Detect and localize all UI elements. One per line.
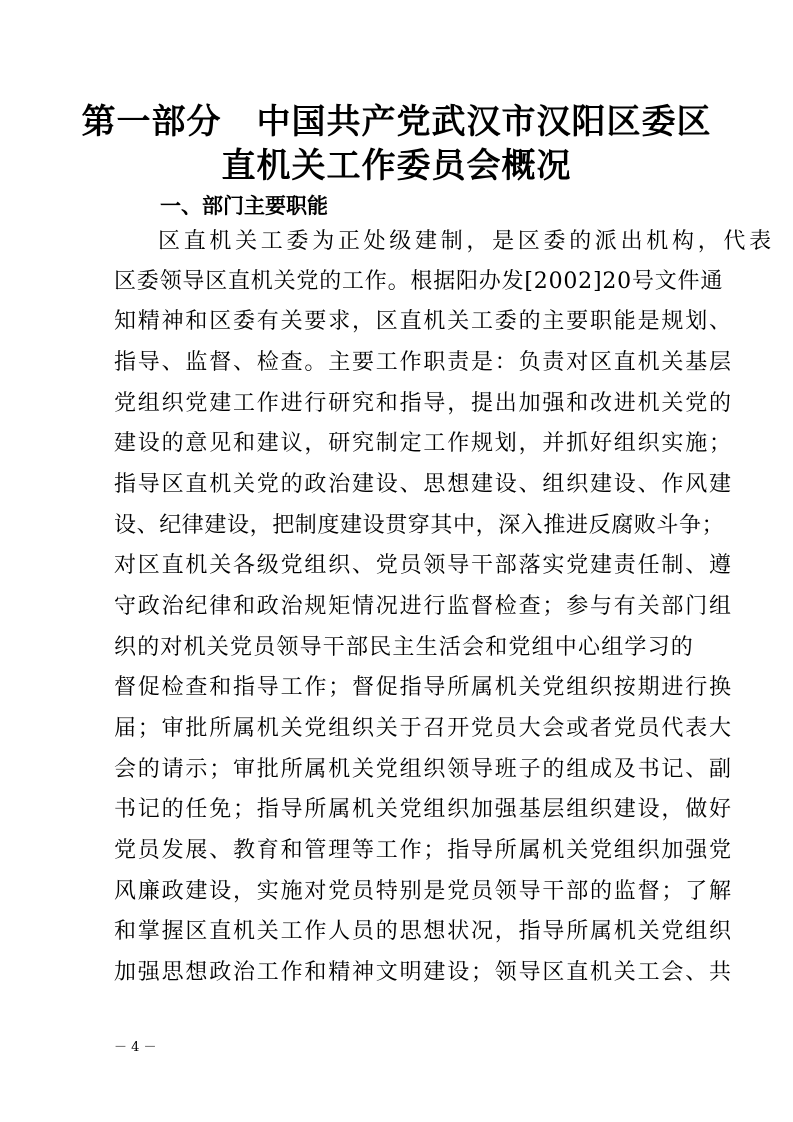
page-number: － 4 －	[114, 1040, 157, 1055]
body-line-6: 建设的意见和建议，研究制定工作规划，并抓好组织实施；	[114, 431, 733, 456]
body-line-9: 对区直机关各级党组织、党员领导干部落实党建责任制、遵	[114, 553, 733, 578]
body-line-3: 知精神和区委有关要求，区直机关工委的主要职能是规划、	[114, 309, 733, 334]
body-line-14: 会的请示；审批所属机关党组织领导班子的组成及书记、副	[114, 757, 733, 782]
body-line-13: 届；审批所属机关党组织关于召开党员大会或者党员代表大	[114, 716, 733, 741]
body-line-8: 设、纪律建设，把制度建设贯穿其中，深入推进反腐败斗争；	[114, 513, 725, 538]
body-line-11: 织的对机关党员领导干部民主生活会和党组中心组学习的	[114, 635, 695, 660]
body-line-12: 督促检查和指导工作；督促指导所属机关党组织按期进行换	[114, 675, 733, 700]
body-line-15: 书记的任免；指导所属机关党组织加强基层组织建设，做好	[114, 797, 733, 822]
body-line-10: 守政治纪律和政治规矩情况进行监督检查；参与有关部门组	[114, 594, 733, 619]
body-line-7: 指导区直机关党的政治建设、思想建设、组织建设、作风建	[114, 472, 733, 497]
body-line-18: 和掌握区直机关工作人员的思想状况，指导所属机关党组织	[114, 919, 733, 944]
document-title-line-1: 第一部分 中国共产党武汉市汉阳区委区	[81, 102, 712, 142]
body-line-5: 党组织党建工作进行研究和指导，提出加强和改进机关党的	[114, 391, 733, 416]
section-heading: 一、部门主要职能	[160, 194, 328, 218]
body-line-2: 区委领导区直机关党的工作。根据阳办发[2002]20号文件通	[114, 269, 724, 294]
body-line-19: 加强思想政治工作和精神文明建设；领导区直机关工会、共	[114, 960, 733, 985]
body-line-4: 指导、监督、检查。主要工作职责是：负责对区直机关基层	[114, 350, 733, 375]
body-line-1: 区直机关工委为正处级建制，是区委的派出机构，代表	[158, 229, 775, 254]
body-line-16: 党员发展、教育和管理等工作；指导所属机关党组织加强党	[114, 838, 733, 863]
body-line-17: 风廉政建设，实施对党员特别是党员领导干部的监督；了解	[114, 879, 733, 904]
document-title-line-2: 直机关工作委员会概况	[221, 146, 572, 186]
